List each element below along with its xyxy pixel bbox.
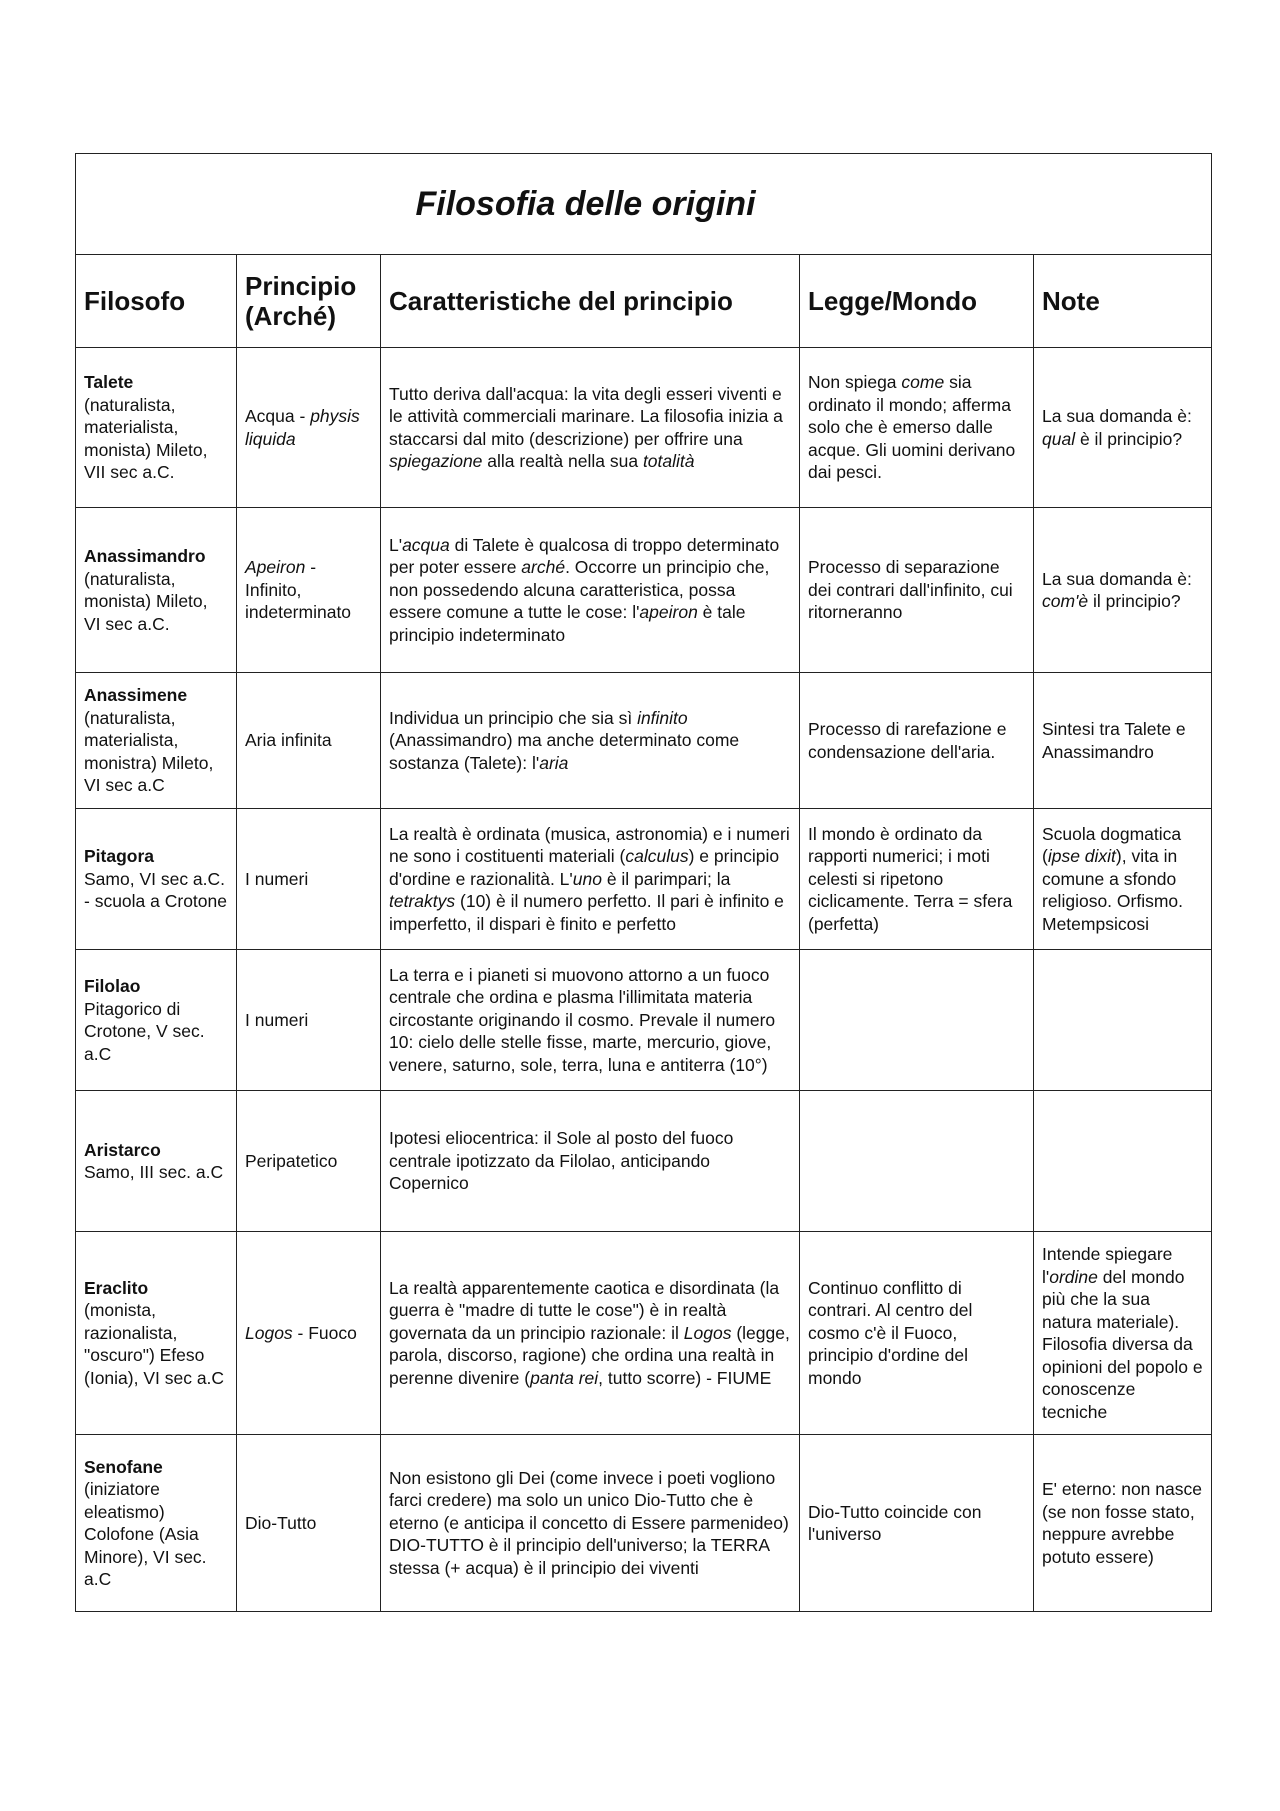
philosopher-name: Talete (84, 372, 134, 393)
cell-filosofo (76, 809, 237, 950)
philosopher-name: Filolao (84, 976, 141, 996)
cell-principio: Logos - Fuoco (237, 1232, 381, 1435)
header-legge-mondo: Legge/Mondo (800, 255, 1034, 348)
cell-filosofo (76, 673, 237, 809)
cell-legge-mondo (800, 950, 1034, 1091)
philosopher-name: Pitagora (84, 846, 155, 867)
philosopher-description: (monista, razionalista, "oscuro") Efeso (Ionia), VI sec a.C (84, 1300, 225, 1388)
cell-principio: Aria infinita (237, 673, 381, 809)
philosopher-description: Pitagorico di Crotone, V sec. a.C (84, 998, 205, 1064)
cell-note (1034, 1091, 1212, 1232)
philosopher-name: Eraclito (84, 1277, 149, 1298)
cell-legge-mondo: Dio-Tutto coincide con l'universo (800, 1435, 1034, 1612)
header-principio: Principio (Arché) (237, 255, 381, 348)
cell-filosofo (76, 1435, 237, 1612)
cell-legge-mondo: Continuo conflitto di contrari. Al centro del cosmo c'è il Fuoco, principio d'ordine del mondo (800, 1232, 1034, 1435)
header-row (76, 255, 1212, 348)
header-note: Note (1034, 255, 1212, 348)
philosopher-description: (naturalista, monista) Mileto, VI sec a.C. (84, 568, 208, 634)
cell-legge-mondo: Il mondo è ordinato da rapporti numerici; i moti celesti si ripetono ciclicamente. Terra = sfera (perfetta) (800, 809, 1034, 950)
philosopher-description: Samo, VI sec a.C. - scuola a Crotone (84, 868, 227, 912)
table-row (76, 1232, 1212, 1435)
cell-caratteristiche: L'acqua di Talete è qualcosa di troppo determinato per poter essere arché. Occorre un principio che, non possedendo alcuna caratteristica, possa essere comune a tutte le cose: l'apeiron è tale principio indeterminato (381, 508, 800, 673)
cell-principio: Peripatetico (237, 1091, 381, 1232)
header-filosofo: Filosofo (76, 255, 237, 348)
table-row (76, 950, 1212, 1091)
cell-caratteristiche: Individua un principio che sia sì infinito (Anassimandro) ma anche determinato come sostanza (Talete): l'aria (381, 673, 800, 809)
header-caratteristiche: Caratteristiche del principio (381, 255, 800, 348)
cell-principio: I numeri (237, 809, 381, 950)
title-row (76, 154, 1212, 255)
table-row (76, 1091, 1212, 1232)
cell-caratteristiche: Non esistono gli Dei (come invece i poeti vogliono farci credere) ma solo un unico Dio-Tutto che è eterno (e anticipa il concetto di Essere parmenideo) DIO-TUTTO è il principio dell'universo; la TERRA stessa (+ acqua) è il principio dei viventi (381, 1435, 800, 1612)
cell-note (1034, 950, 1212, 1091)
cell-caratteristiche: La terra e i pianeti si muovono attorno a un fuoco centrale che ordina e plasma l'illimitata materia circostante originando il cosmo. Prevale il numero 10: cielo delle stelle fisse, marte, mercurio, giove, venere, saturno, sole, terra, luna e antiterra (10°) (381, 950, 800, 1091)
philosophy-table (75, 153, 1212, 1612)
cell-caratteristiche: Tutto deriva dall'acqua: la vita degli esseri viventi e le attività commerciali marinare. La filosofia inizia a staccarsi dal mito (descrizione) per offrire una spiegazione alla realtà nella sua totalità (381, 348, 800, 508)
table-row (76, 809, 1212, 950)
philosopher-description: Samo, III sec. a.C (84, 1162, 224, 1182)
table-title-cell (76, 154, 1212, 255)
cell-caratteristiche: La realtà apparentemente caotica e disordinata (la guerra è "madre di tutte le cose") è in realtà governata da un principio razionale: il Logos (legge, parola, discorso, ragione) che ordina una realtà in perenne divenire (panta rei, tutto scorre) - FIUME (381, 1232, 800, 1435)
cell-legge-mondo: Processo di separazione dei contrari dall'infinito, cui ritorneranno (800, 508, 1034, 673)
philosopher-description: (iniziatore eleatismo) Colofone (Asia Minore), VI sec. a.C (84, 1479, 207, 1589)
cell-caratteristiche: Ipotesi eliocentrica: il Sole al posto del fuoco centrale ipotizzato da Filolao, anticipando Copernico (381, 1091, 800, 1232)
cell-note: Intende spiegare l'ordine del mondo più che la sua natura materiale). Filosofia diversa da opinioni del popolo e conoscenze tecniche (1034, 1232, 1212, 1435)
cell-note: La sua domanda è: qual è il principio? (1034, 348, 1212, 508)
cell-principio: Acqua - physis liquida (237, 348, 381, 508)
table-row (76, 348, 1212, 508)
table-title: Filosofia delle origini (415, 184, 756, 223)
table-row (76, 1435, 1212, 1612)
cell-principio: I numeri (237, 950, 381, 1091)
cell-filosofo (76, 1232, 237, 1435)
cell-caratteristiche: La realtà è ordinata (musica, astronomia) e i numeri ne sono i costituenti materiali (calculus) e principio d'ordine e razionalità. L'uno è il parimpari; la tetraktys (10) è il numero perfetto. Il pari è infinito e imperfetto, il dispari è finito e perfetto (381, 809, 800, 950)
cell-filosofo (76, 950, 237, 1091)
philosopher-description: (naturalista, materialista, monista) Mileto, VII sec a.C. (84, 394, 208, 483)
cell-note: E' eterno: non nasce (se non fosse stato, neppure avrebbe potuto essere) (1034, 1435, 1212, 1612)
philosopher-name: Aristarco (84, 1139, 161, 1160)
cell-filosofo (76, 1091, 237, 1232)
table-row (76, 508, 1212, 673)
cell-principio: Dio-Tutto (237, 1435, 381, 1612)
philosopher-name: Anassimandro (84, 546, 206, 566)
philosopher-description: (naturalista, materialista, monistra) Mileto, VI sec a.C (84, 707, 214, 796)
philosopher-name: Senofane (84, 1456, 163, 1477)
cell-note: La sua domanda è: com'è il principio? (1034, 508, 1212, 673)
cell-filosofo (76, 348, 237, 508)
cell-legge-mondo: Processo di rarefazione e condensazione dell'aria. (800, 673, 1034, 809)
philosopher-name: Anassimene (84, 685, 188, 706)
cell-note: Scuola dogmatica (ipse dixit), vita in comune a sfondo religioso. Orfismo. Metempsicosi (1034, 809, 1212, 950)
cell-legge-mondo (800, 1091, 1034, 1232)
cell-filosofo (76, 508, 237, 673)
table-row (76, 673, 1212, 809)
cell-principio: Apeiron - Infinito, indeterminato (237, 508, 381, 673)
cell-legge-mondo: Non spiega come sia ordinato il mondo; afferma solo che è emerso dalle acque. Gli uomini derivano dai pesci. (800, 348, 1034, 508)
cell-note: Sintesi tra Talete e Anassimandro (1034, 673, 1212, 809)
